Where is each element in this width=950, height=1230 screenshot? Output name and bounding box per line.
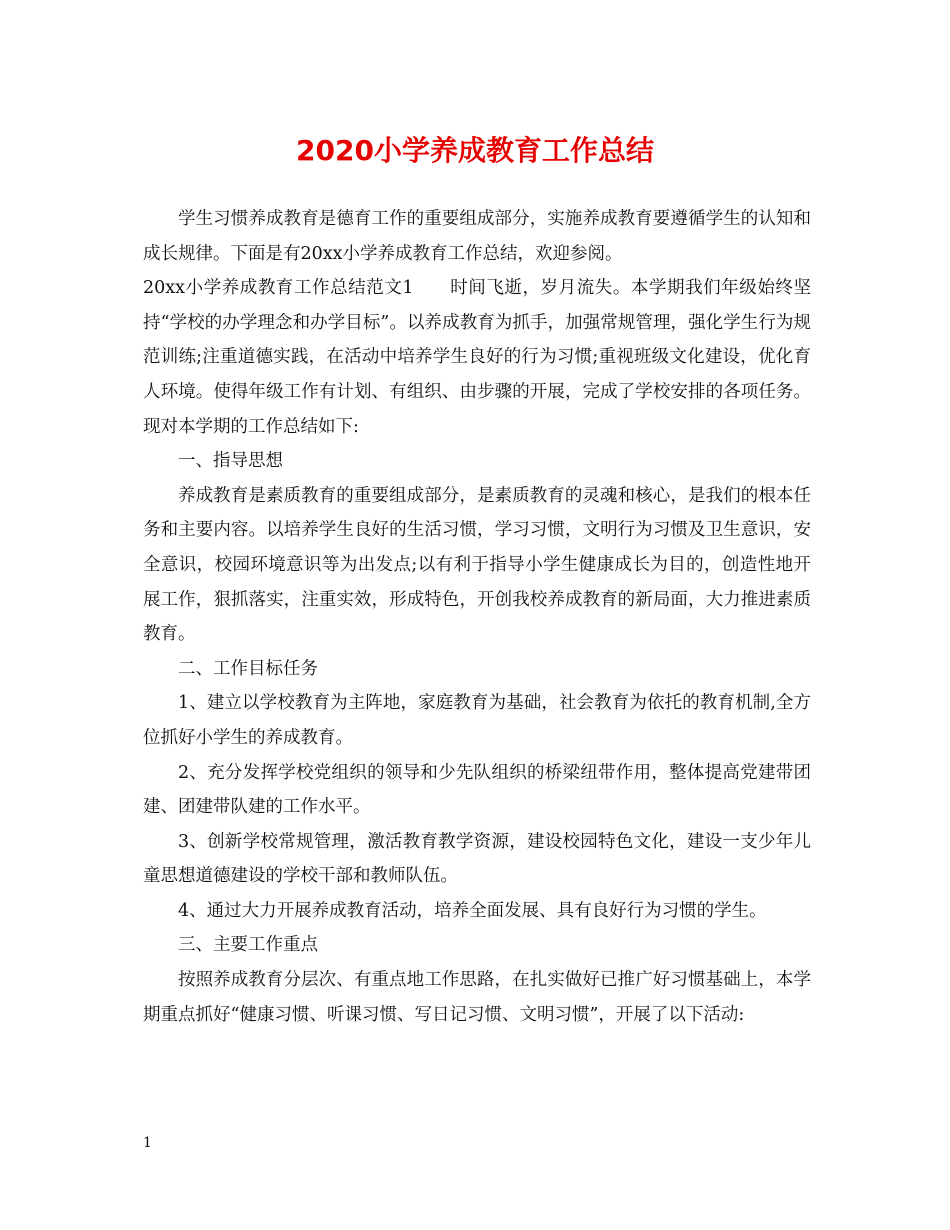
document-body xyxy=(143,202,811,1032)
section-heading: 三、主要工作重点 xyxy=(178,935,318,956)
list-item: 4、通过大力开展养成教育活动，培养全面发展、具有良好行为习惯的学生。 xyxy=(178,900,767,921)
list-item: 3、创新学校常规管理，激活教育教学资源，建设校园特色文化，建设一支少年儿童思想道德建设的学校干部和教师队伍。 xyxy=(143,831,811,887)
paragraph: 按照养成教育分层次、有重点地工作思路，在扎实做好已推广好习惯基础上，本学期重点抓好“健康习惯、听课习惯、写日记习惯、文明习惯”，开展了以下活动: xyxy=(143,970,811,1025)
paragraph: 养成教育是素质教育的重要组成部分，是素质教育的灵魂和核心，是我们的根本任务和主要内容。以培养学生良好的生活习惯，学习习惯，文明行为习惯及卫生意识，安全意识，校园环境意识等为出发点;以有利于指导小学生健康成长为目的，创造性地开展工作，狠抓落实，注重实效，形成特色，开创我校养成教育的新局面，大力推进素质教育。 xyxy=(143,485,811,645)
paragraph: 学生习惯养成教育是德育工作的重要组成部分，实施养成教育要遵循学生的认知和成长规律。下面是有20xx小学养成教育工作总结，欢迎参阅。 xyxy=(143,209,811,264)
paragraph: 20xx小学养成教育工作总结范文1 时间飞逝，岁月流失。本学期我们年级始终坚持“学校的办学理念和办学目标”。以养成教育为抓手，加强常规管理，强化学生行为规范训练;注重道德实践，在活动中培养学生良好的行为习惯;重视班级文化建设，优化育人环境。使得年级工作有计划、有组织、由步骤的开展，完成了学校安排的各项任务。现对本学期的工作总结如下: xyxy=(143,278,811,437)
document-title: 2020小学养成教育工作总结 xyxy=(296,134,654,167)
list-item: 1、建立以学校教育为主阵地，家庭教育为基础，社会教育为依托的教育机制,全方位抓好小学生的养成教育。 xyxy=(143,693,811,748)
page-number: 1 xyxy=(143,1135,152,1151)
section-heading: 一、指导思想 xyxy=(178,451,283,472)
section-heading: 二、工作目标任务 xyxy=(178,658,318,679)
list-item: 2、充分发挥学校党组织的领导和少先队组织的桥梁纽带作用，整体提高党建带团建、团建带队建的工作水平。 xyxy=(143,762,811,818)
